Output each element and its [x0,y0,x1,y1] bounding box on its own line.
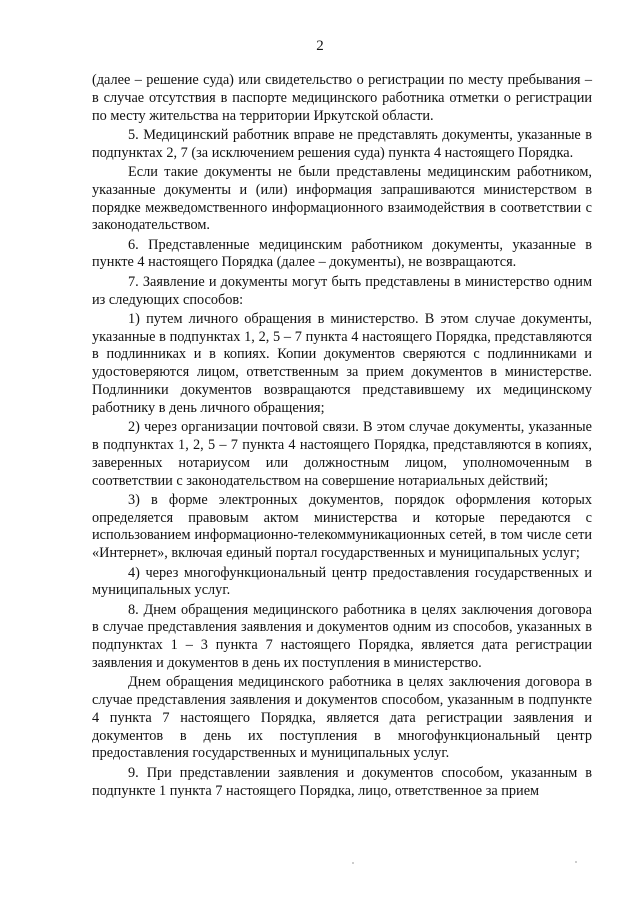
page-number: 2 [316,38,324,54]
scan-speck [575,861,577,863]
paragraph-4: 6. Представленные медицинским работником документы, указанные в пункте 4 настоящего Порядка (далее – документы), не возвращаются. [92,236,592,271]
scan-speck [352,862,354,864]
paragraph-11: Днем обращения медицинского работника в целях заключения договора в случае представления заявления и документов способом, указанным в подпункте 4 пункта 7 настоящего Порядка, является дата регистрации заявления и документов в день их поступления в многофункциональный центр предоставления государственных и муниципальных услуг. [92,674,592,762]
paragraph-8: 3) в форме электронных документов, порядок оформления которых определяется правовым актом министерства и которые передаются с использованием информационно-телекоммуникационных сетей, в том числе сети «Интернет», включая единый портал государственных и муниципальных услуг; [92,491,592,562]
paragraph-6: 1) путем личного обращения в министерство. В этом случае документы, указанные в подпунктах 1, 2, 5 – 7 пункта 4 настоящего Порядка, представляются в подлинниках и в копиях. Копии документов сверяются с подлинниками и удостоверяются лицом, ответственным за прием документов в министерстве. Подлинники документов возвращаются представившему их медицинскому работнику в день личного обращения; [92,310,592,416]
document-body [92,72,592,802]
paragraph-12: 9. При представлении заявления и документов способом, указанным в подпункте 1 пункта 7 настоящего Порядка, лицо, ответственное за прием [92,764,592,799]
paragraph-2: 5. Медицинский работник вправе не представлять документы, указанные в подпунктах 2, 7 (за исключением решения суда) пункта 4 настоящего Порядка. [92,126,592,161]
paragraph-3: Если такие документы не были представлены медицинским работником, указанные документы и (или) информация запрашиваются министерством в порядке межведомственного информационного взаимодействия в соответствии с законодательством. [92,163,592,234]
paragraph-1: (далее – решение суда) или свидетельство о регистрации по месту пребывания – в случае отсутствия в паспорте медицинского работника отметки о регистрации по месту жительства на территории Иркутской области. [92,72,592,124]
paragraph-7: 2) через организации почтовой связи. В этом случае документы, указанные в подпунктах 1, 2, 5 – 7 пункта 4 настоящего Порядка, представляются в копиях, заверенных нотариусом или должностным лицом, уполномоченным в соответствии с законодательством на совершение нотариальных действий; [92,419,592,489]
paragraph-9: 4) через многофункциональный центр предоставления государственных и муниципальных услуг. [92,564,592,599]
paragraph-10: 8. Днем обращения медицинского работника в целях заключения договора в случае представления заявления и документов одним из способов, указанных в подпунктах 1 – 3 пункта 7 настоящего Порядка, является дата регистрации заявления и документов в день их поступления в министерство. [92,601,592,671]
paragraph-5: 7. Заявление и документы могут быть представлены в министерство одним из следующих способов: [92,273,592,308]
